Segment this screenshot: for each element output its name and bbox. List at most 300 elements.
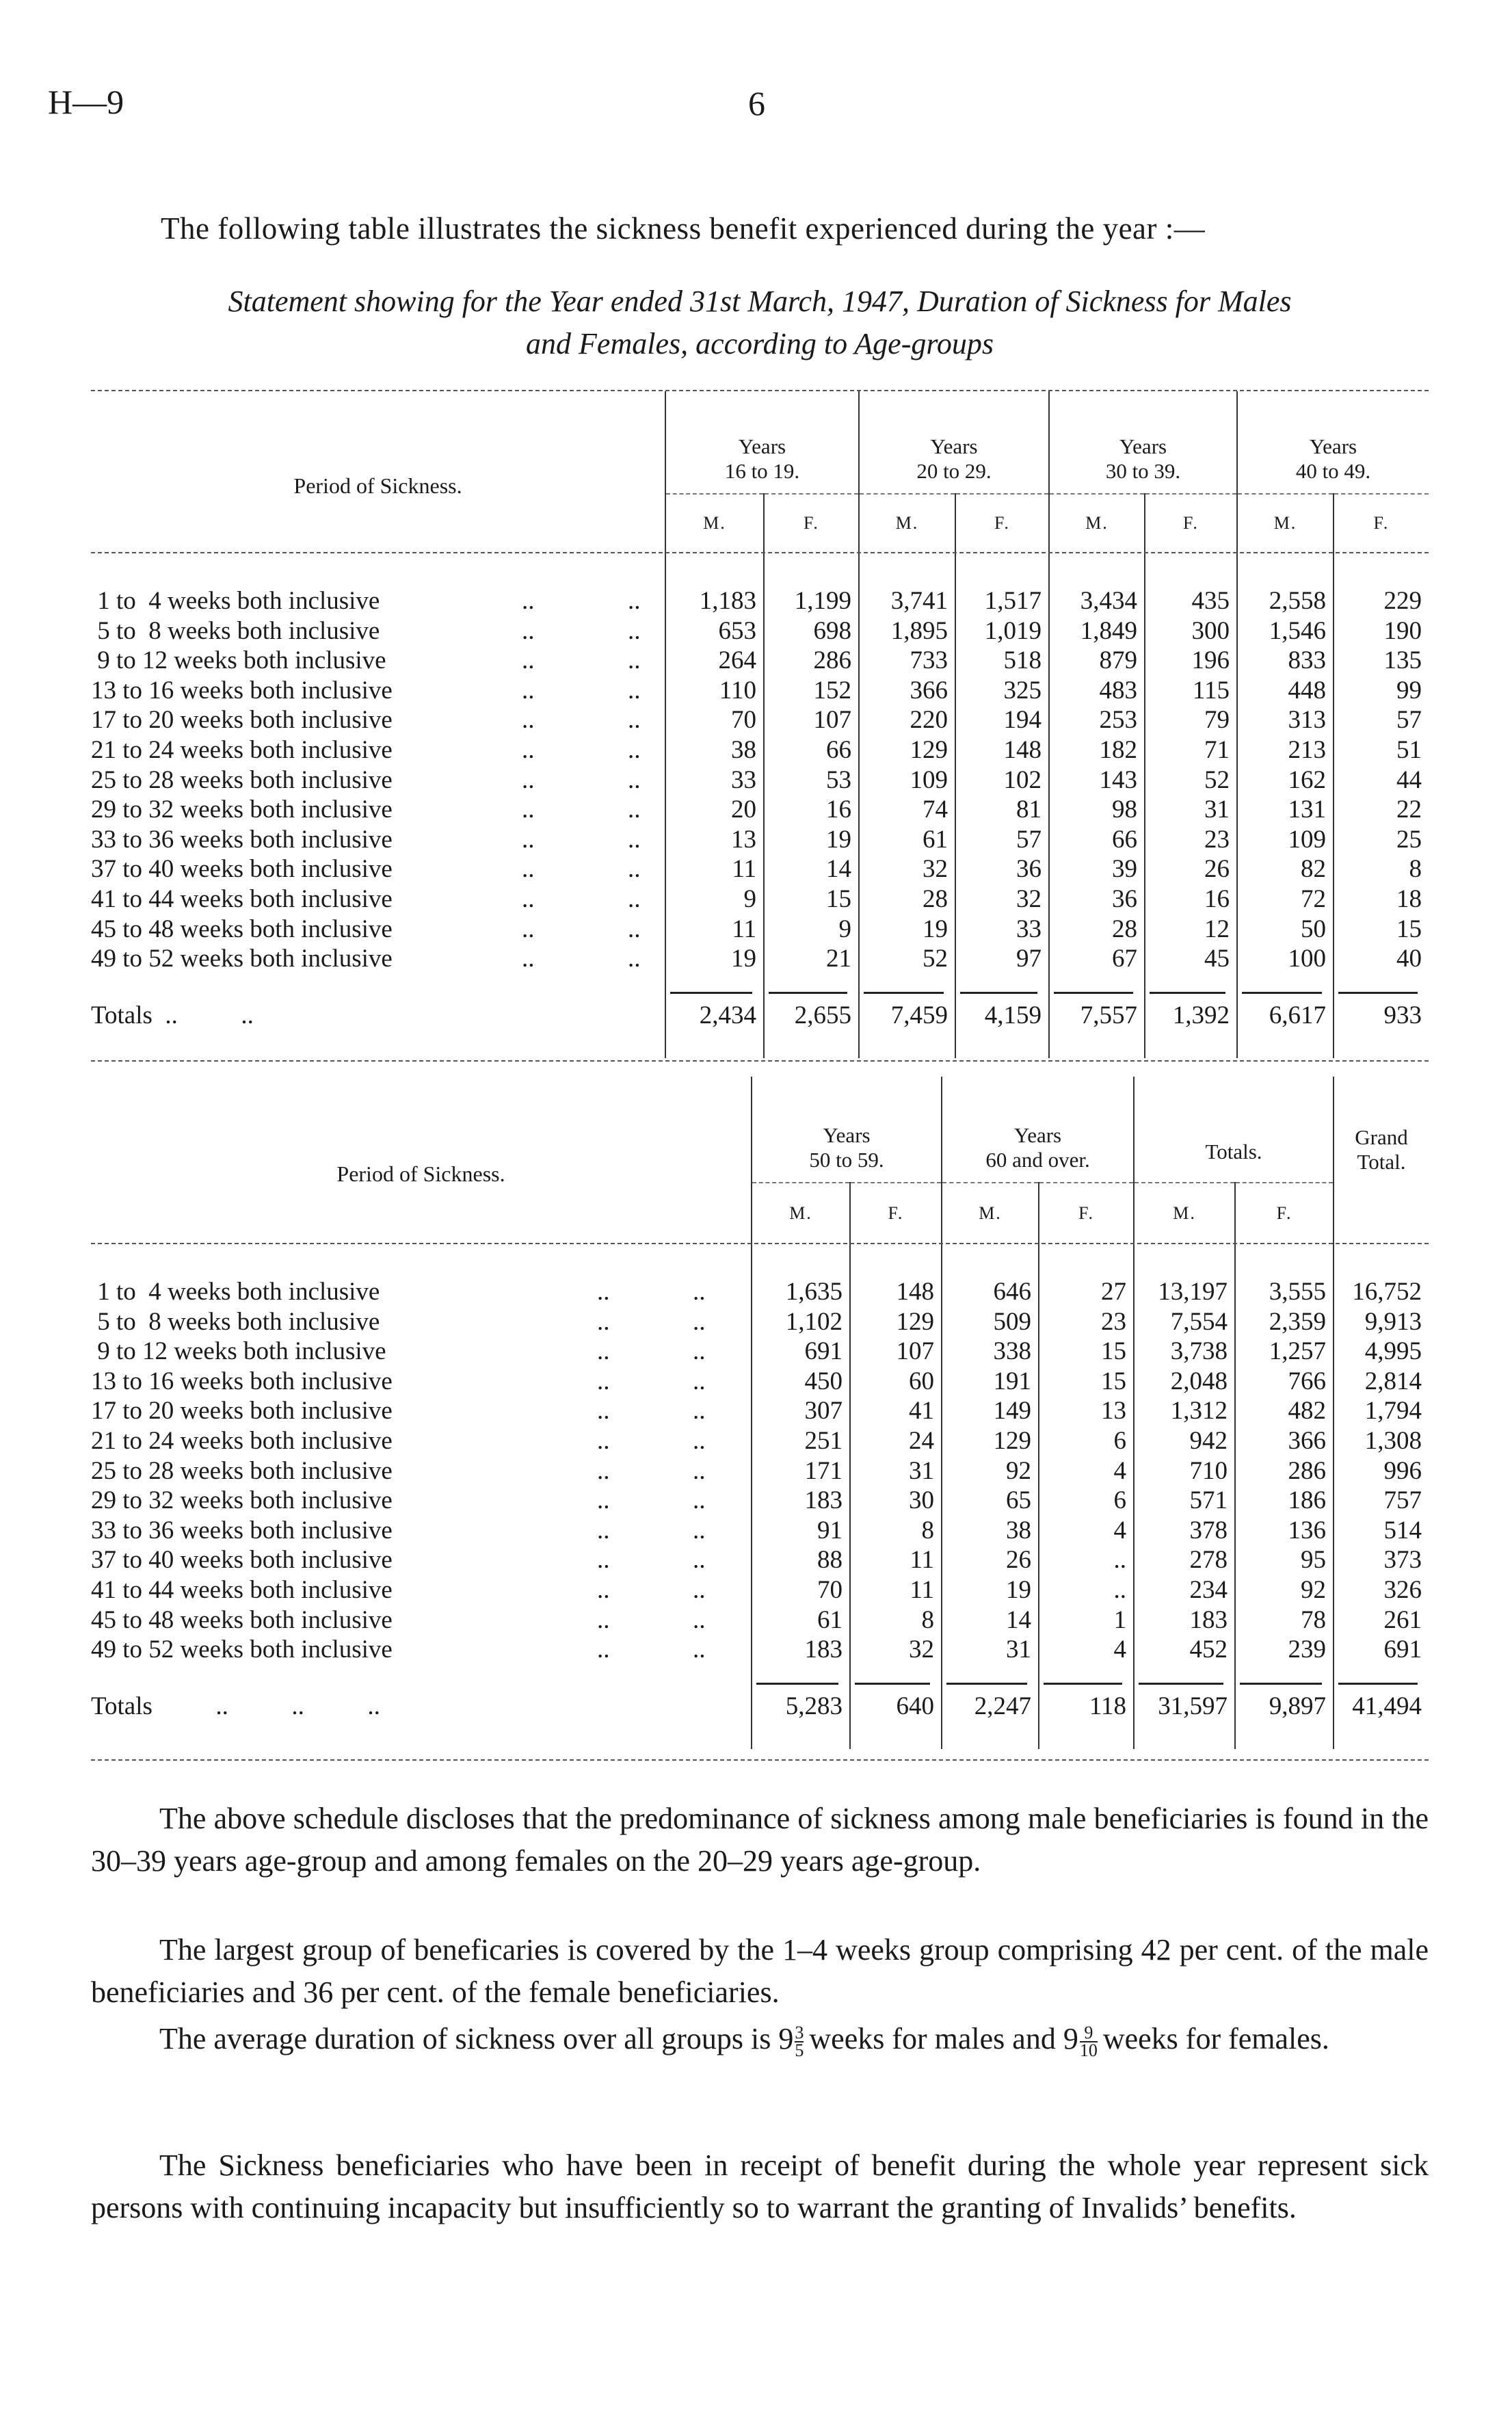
- total-rule: [1338, 974, 1418, 994]
- row-label: 1 to 4 weeks both inclusive: [91, 587, 380, 615]
- value-cell: 67: [1049, 944, 1145, 974]
- dot-leader: ..: [693, 1397, 706, 1425]
- value-cell: 509: [942, 1307, 1039, 1337]
- dot-leader: ..: [522, 765, 535, 794]
- age-group-header-line2: 40 to 49.: [1295, 459, 1371, 483]
- value-cell: 100: [1237, 944, 1334, 974]
- dot-leader: ..: [693, 1307, 706, 1336]
- row-label-cell: [91, 1575, 752, 1605]
- totals-group-header: [1134, 1077, 1334, 1183]
- spacer-cell: [1237, 552, 1334, 586]
- table-row: [91, 825, 1429, 855]
- age-group-header-line1: Years: [930, 434, 978, 458]
- value-cell: 1,312: [1134, 1396, 1235, 1426]
- table-title: [91, 280, 1429, 365]
- value-cell: 435: [1145, 586, 1237, 616]
- dot-leader: ..: [628, 825, 641, 854]
- value-cell: 19: [859, 915, 955, 945]
- value-cell: 61: [859, 825, 955, 855]
- value-cell: 286: [764, 646, 859, 676]
- value-cell: 3,741: [859, 586, 955, 616]
- value-cell: 26: [942, 1545, 1039, 1575]
- average-duration-text-females: weeks for females.: [1102, 2022, 1329, 2055]
- value-cell: 378: [1134, 1516, 1235, 1546]
- dot-leader: ..: [693, 1486, 706, 1515]
- value-cell: 15: [1039, 1367, 1134, 1397]
- spacer-cell: [1334, 552, 1429, 586]
- gap-cell: [665, 974, 764, 994]
- table-row: [91, 1426, 1429, 1456]
- value-cell: 9: [764, 915, 859, 945]
- row-label-cell: [91, 944, 665, 974]
- fraction-numerator: 9: [1080, 2025, 1098, 2042]
- dot-leader: ..: [597, 1516, 610, 1545]
- value-cell: 92: [1235, 1575, 1334, 1605]
- row-label-cell: [91, 616, 665, 646]
- table-row: [91, 765, 1429, 796]
- row-label: 5 to 8 weeks both inclusive: [91, 1307, 380, 1336]
- female-column-header: F.: [1334, 494, 1429, 552]
- dot-leader: ..: [628, 616, 641, 645]
- row-label-cell: [91, 705, 665, 735]
- value-cell: 11: [850, 1545, 942, 1575]
- row-label: 9 to 12 weeks both inclusive: [91, 1337, 386, 1366]
- value-cell: 78: [1235, 1605, 1334, 1635]
- total-rule: [1054, 974, 1133, 994]
- row-label-cell: [91, 1545, 752, 1575]
- row-label: 21 to 24 weeks both inclusive: [91, 1426, 393, 1455]
- table-row: [91, 1486, 1429, 1516]
- dot-leader: ..: [522, 945, 535, 973]
- value-cell: 57: [955, 825, 1049, 855]
- value-cell: 6: [1039, 1486, 1134, 1516]
- value-cell: 366: [1235, 1426, 1334, 1456]
- paragraph-predominance: The above schedule discloses that the predominance of sickness among male beneficiaries is found in the 30–39 years age-group and among females on the 20–29 years age-group.: [91, 1802, 1429, 1878]
- value-cell: 6: [1039, 1426, 1134, 1456]
- row-label: 17 to 20 weeks both inclusive: [91, 1397, 393, 1425]
- row-label: 9 to 12 weeks both inclusive: [91, 646, 386, 675]
- value-cell: 278: [1134, 1545, 1235, 1575]
- value-cell: 148: [955, 735, 1049, 765]
- row-label-cell: [91, 825, 665, 855]
- dot-leader: ..: [597, 1456, 610, 1485]
- value-cell: 148: [850, 1277, 942, 1307]
- value-cell: 13,197: [1134, 1277, 1235, 1307]
- male-column-header: M.: [1049, 494, 1145, 552]
- period-of-sickness-header: Period of Sickness.: [293, 473, 462, 498]
- value-cell: 653: [665, 616, 764, 646]
- value-cell: 162: [1237, 765, 1334, 796]
- row-label-cell: [91, 765, 665, 796]
- value-cell: 518: [955, 646, 1049, 676]
- value-cell: 97: [955, 944, 1049, 974]
- value-cell: 18: [1334, 884, 1429, 915]
- dot-leader: ..: [522, 706, 535, 735]
- value-cell: ..: [1039, 1575, 1134, 1605]
- value-cell: 32: [955, 884, 1049, 915]
- dot-leader: ..: [522, 587, 535, 615]
- value-cell: 171: [752, 1456, 850, 1486]
- dot-leader: ..: [597, 1575, 610, 1604]
- table2-bottom-rule: [91, 1759, 1429, 1761]
- table-row: [91, 1575, 1429, 1605]
- table-row: [91, 1277, 1429, 1307]
- row-label-cell: [91, 1516, 752, 1546]
- dot-leader: ..: [628, 884, 641, 913]
- tail-label-cell: [91, 1038, 665, 1058]
- table-row: [91, 616, 1429, 646]
- table-row: [91, 1396, 1429, 1426]
- row-label-cell: [91, 1486, 752, 1516]
- row-label-cell: [91, 1367, 752, 1397]
- dot-leader: ..: [597, 1635, 610, 1664]
- value-cell: 21: [764, 944, 859, 974]
- gap-cell: [850, 1665, 942, 1685]
- value-cell: 22: [1334, 795, 1429, 825]
- dot-leader: ..: [522, 735, 535, 764]
- value-cell: 152: [764, 676, 859, 706]
- total-value-cell: 7,557: [1049, 994, 1145, 1038]
- value-cell: 39: [1049, 854, 1145, 884]
- gap-cell: [1334, 1665, 1429, 1685]
- value-cell: 19: [665, 944, 764, 974]
- dot-leader: ..: [597, 1337, 610, 1366]
- total-rule: [769, 974, 847, 994]
- value-cell: 325: [955, 676, 1049, 706]
- table-title-line-2: and Females, according to Age-groups: [526, 327, 994, 360]
- dot-leader: ..: [693, 1605, 706, 1634]
- female-column-header: F.: [955, 494, 1049, 552]
- dot-leader: ..: [628, 735, 641, 764]
- row-label: 49 to 52 weeks both inclusive: [91, 1635, 393, 1664]
- value-cell: 300: [1145, 616, 1237, 646]
- row-label-cell: [91, 1456, 752, 1486]
- dot-leader: ..: [597, 1367, 610, 1395]
- tail-row: [91, 1038, 1429, 1058]
- age-group-header-line2: 30 to 39.: [1105, 459, 1181, 483]
- value-cell: 33: [665, 765, 764, 796]
- value-cell: 99: [1334, 676, 1429, 706]
- female-column-header: F.: [1145, 494, 1237, 552]
- value-cell: 766: [1235, 1367, 1334, 1397]
- age-group-header-line1: Years: [738, 434, 786, 458]
- total-value-cell: 2,434: [665, 994, 764, 1038]
- value-cell: 12: [1145, 915, 1237, 945]
- value-cell: 23: [1039, 1307, 1134, 1337]
- value-cell: 11: [665, 915, 764, 945]
- value-cell: 107: [850, 1337, 942, 1367]
- value-cell: 13: [1039, 1396, 1134, 1426]
- value-cell: 448: [1237, 676, 1334, 706]
- row-label: 25 to 28 weeks both inclusive: [91, 1456, 393, 1485]
- age-group-header-line1: Years: [1013, 1123, 1062, 1147]
- male-column-header: M.: [1237, 494, 1334, 552]
- value-cell: 65: [942, 1486, 1039, 1516]
- value-cell: 32: [859, 854, 955, 884]
- value-cell: 2,048: [1134, 1367, 1235, 1397]
- value-cell: 4: [1039, 1635, 1134, 1665]
- age-group-header-line1: Years: [1119, 434, 1167, 458]
- value-cell: 16,752: [1334, 1277, 1429, 1307]
- value-cell: 38: [665, 735, 764, 765]
- table-row: [91, 1337, 1429, 1367]
- value-cell: 8: [850, 1605, 942, 1635]
- tail-cell: [850, 1729, 942, 1749]
- tail-cell: [1049, 1038, 1145, 1058]
- age-group-header: [1237, 391, 1429, 494]
- value-cell: 11: [665, 854, 764, 884]
- total-value-cell: 9,897: [1235, 1685, 1334, 1729]
- value-cell: 483: [1049, 676, 1145, 706]
- value-cell: 31: [942, 1635, 1039, 1665]
- value-cell: 1,546: [1237, 616, 1334, 646]
- table-row: [91, 854, 1429, 884]
- male-column-header: M.: [859, 494, 955, 552]
- total-rule: [864, 974, 944, 994]
- value-cell: 14: [764, 854, 859, 884]
- intro-sentence: The following table illustrates the sickness benefit experienced during the year :—: [161, 211, 1206, 246]
- value-cell: 1,849: [1049, 616, 1145, 646]
- dot-leader: ..: [597, 1307, 610, 1336]
- value-cell: 129: [850, 1307, 942, 1337]
- row-label: 17 to 20 weeks both inclusive: [91, 706, 393, 735]
- value-cell: 220: [859, 705, 955, 735]
- tail-row: [91, 1729, 1429, 1749]
- total-rule: [855, 1665, 930, 1685]
- table-row: [91, 1307, 1429, 1337]
- value-cell: 15: [1039, 1337, 1134, 1367]
- value-cell: 115: [1145, 676, 1237, 706]
- grand-total-header-line2: Total.: [1357, 1149, 1406, 1174]
- age-group-header-line1: Years: [823, 1123, 871, 1147]
- dot-leader: ..: [597, 1546, 610, 1575]
- dot-leader: ..: [693, 1456, 706, 1485]
- value-cell: 28: [1049, 915, 1145, 945]
- value-cell: 143: [1049, 765, 1145, 796]
- value-cell: 710: [1134, 1456, 1235, 1486]
- row-label: 45 to 48 weeks both inclusive: [91, 1605, 393, 1634]
- row-label-cell: [91, 735, 665, 765]
- value-cell: 61: [752, 1605, 850, 1635]
- dot-leader: ..: [628, 706, 641, 735]
- dot-leader: ..: [628, 796, 641, 824]
- gap-cell: [1235, 1665, 1334, 1685]
- male-column-header: M.: [1134, 1183, 1235, 1243]
- value-cell: 31: [850, 1456, 942, 1486]
- gap-cell: [955, 974, 1049, 994]
- total-rule: [960, 974, 1037, 994]
- value-cell: 131: [1237, 795, 1334, 825]
- table-row: [91, 646, 1429, 676]
- total-value-cell: 7,459: [859, 994, 955, 1038]
- dot-leader: ..: [597, 1426, 610, 1455]
- value-cell: 264: [665, 646, 764, 676]
- tail-cell: [1145, 1038, 1237, 1058]
- tail-cell: [1039, 1729, 1134, 1749]
- tail-cell: [1334, 1038, 1429, 1058]
- value-cell: 26: [1145, 854, 1237, 884]
- dot-leader: ..: [522, 825, 535, 854]
- value-cell: 4: [1039, 1516, 1134, 1546]
- grand-total-header: [1334, 1077, 1429, 1243]
- value-cell: ..: [1039, 1545, 1134, 1575]
- dot-leader: ..: [693, 1546, 706, 1575]
- value-cell: 9,913: [1334, 1307, 1429, 1337]
- table-row: [91, 1367, 1429, 1397]
- tail-cell: [942, 1729, 1039, 1749]
- value-cell: 186: [1235, 1486, 1334, 1516]
- spacer-cell: [1235, 1243, 1334, 1277]
- value-cell: 1,308: [1334, 1426, 1429, 1456]
- spacer-cell: [665, 552, 764, 586]
- totals-label: Totals .. .. ..: [91, 1692, 380, 1720]
- table-row: [91, 795, 1429, 825]
- row-label-cell: [91, 586, 665, 616]
- gap-cell: [1039, 1665, 1134, 1685]
- male-column-header: M.: [665, 494, 764, 552]
- table1-bottom-rule: [91, 1060, 1429, 1062]
- value-cell: 213: [1237, 735, 1334, 765]
- value-cell: 190: [1334, 616, 1429, 646]
- age-group-header: [859, 391, 1049, 494]
- value-cell: 70: [665, 705, 764, 735]
- totals-row: [91, 1685, 1429, 1729]
- value-cell: 51: [1334, 735, 1429, 765]
- row-label-cell: [91, 1635, 752, 1665]
- value-cell: 66: [1049, 825, 1145, 855]
- value-cell: 129: [942, 1426, 1039, 1456]
- value-cell: 15: [1334, 915, 1429, 945]
- value-cell: 338: [942, 1337, 1039, 1367]
- gap-cell: [1237, 974, 1334, 994]
- dot-leader: ..: [693, 1516, 706, 1545]
- value-cell: 482: [1235, 1396, 1334, 1426]
- totals-row: [91, 994, 1429, 1038]
- sickness-table-ages-50-plus-and-totals: [91, 1077, 1429, 1749]
- table-row: [91, 944, 1429, 974]
- female-average-fraction: [1079, 2022, 1098, 2060]
- value-cell: 373: [1334, 1545, 1429, 1575]
- dot-leader: ..: [628, 587, 641, 615]
- value-cell: 698: [764, 616, 859, 646]
- value-cell: 1,257: [1235, 1337, 1334, 1367]
- age-group-header: [752, 1077, 942, 1183]
- dot-leader: ..: [522, 646, 535, 675]
- value-cell: 31: [1145, 795, 1237, 825]
- dot-leader: ..: [522, 676, 535, 705]
- age-group-header-line2: 50 to 59.: [809, 1148, 884, 1172]
- grand-total-header-line1: Grand: [1355, 1125, 1408, 1149]
- dot-leader: ..: [628, 945, 641, 973]
- gap-row: [91, 974, 1429, 994]
- tail-cell: [665, 1038, 764, 1058]
- age-group-header-line2: 16 to 19.: [724, 459, 800, 483]
- row-label-cell: [91, 854, 665, 884]
- table-row: [91, 735, 1429, 765]
- spacer-cell: [1145, 552, 1237, 586]
- value-cell: 9: [665, 884, 764, 915]
- value-cell: 1,199: [764, 586, 859, 616]
- paragraph-largest-group: The largest group of beneficaries is covered by the 1–4 weeks group comprising 42 per cent. of the male beneficiaries and 36 per cent. of the female beneficiaries.: [91, 1933, 1429, 2009]
- spacer-cell: [1334, 1243, 1429, 1277]
- row-label: 37 to 40 weeks both inclusive: [91, 855, 393, 884]
- table-row: [91, 676, 1429, 706]
- value-cell: 91: [752, 1516, 850, 1546]
- value-cell: 234: [1134, 1575, 1235, 1605]
- totals-header-label: Totals.: [1205, 1140, 1262, 1164]
- value-cell: 229: [1334, 586, 1429, 616]
- value-cell: 450: [752, 1367, 850, 1397]
- tail-cell: [1134, 1729, 1235, 1749]
- row-label: 29 to 32 weeks both inclusive: [91, 1486, 393, 1515]
- total-value-cell: 640: [850, 1685, 942, 1729]
- value-cell: 92: [942, 1456, 1039, 1486]
- value-cell: 102: [955, 765, 1049, 796]
- female-column-header: F.: [1039, 1183, 1134, 1243]
- row-label: 13 to 16 weeks both inclusive: [91, 1367, 393, 1395]
- value-cell: 33: [955, 915, 1049, 945]
- total-rule: [756, 1665, 838, 1685]
- row-label: 33 to 36 weeks both inclusive: [91, 825, 393, 854]
- value-cell: 191: [942, 1367, 1039, 1397]
- row-label: 49 to 52 weeks both inclusive: [91, 945, 393, 973]
- paragraph-average-duration: [91, 2018, 1429, 2060]
- value-cell: 16: [1145, 884, 1237, 915]
- value-cell: 183: [1134, 1605, 1235, 1635]
- spacer-label-cell: [91, 552, 665, 586]
- value-cell: 8: [1334, 854, 1429, 884]
- value-cell: 66: [764, 735, 859, 765]
- value-cell: 50: [1237, 915, 1334, 945]
- value-cell: 757: [1334, 1486, 1429, 1516]
- total-value-cell: 933: [1334, 994, 1429, 1038]
- value-cell: 81: [955, 795, 1049, 825]
- row-label: 33 to 36 weeks both inclusive: [91, 1516, 393, 1545]
- value-cell: 19: [764, 825, 859, 855]
- value-cell: 36: [1049, 884, 1145, 915]
- spacer-cell: [752, 1243, 850, 1277]
- value-cell: 109: [859, 765, 955, 796]
- spacer-cell: [955, 552, 1049, 586]
- gap-label-cell: [91, 1665, 752, 1685]
- value-cell: 79: [1145, 705, 1237, 735]
- value-cell: 366: [859, 676, 955, 706]
- value-cell: 88: [752, 1545, 850, 1575]
- row-label: 21 to 24 weeks both inclusive: [91, 735, 393, 764]
- age-group-header: [665, 391, 859, 494]
- value-cell: 16: [764, 795, 859, 825]
- sickness-table-ages-16-49: [91, 391, 1429, 1058]
- value-cell: 25: [1334, 825, 1429, 855]
- value-cell: 691: [1334, 1635, 1429, 1665]
- total-rule: [1242, 974, 1322, 994]
- value-cell: 136: [1235, 1516, 1334, 1546]
- dot-leader: ..: [693, 1575, 706, 1604]
- value-cell: 2,558: [1237, 586, 1334, 616]
- value-cell: 1,635: [752, 1277, 850, 1307]
- gap-cell: [752, 1665, 850, 1685]
- row-label-cell: [91, 915, 665, 945]
- age-group-header-line2: 20 to 29.: [916, 459, 992, 483]
- value-cell: 691: [752, 1337, 850, 1367]
- dot-leader: ..: [522, 796, 535, 824]
- value-cell: 261: [1334, 1605, 1429, 1635]
- total-rule: [1139, 1665, 1223, 1685]
- dot-leader: ..: [522, 915, 535, 943]
- value-cell: 646: [942, 1277, 1039, 1307]
- gap-cell: [764, 974, 859, 994]
- value-cell: 8: [850, 1516, 942, 1546]
